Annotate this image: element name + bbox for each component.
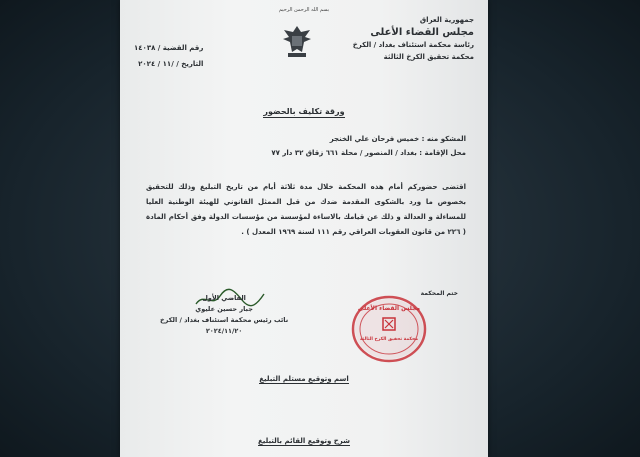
judge-name: جبار حسين عليوي [195, 305, 253, 313]
stamp-outer-text: مجلس القضاء الأعلى [357, 305, 421, 312]
recipient-line: اسم وتوقيع مستلم التبليغ [259, 375, 349, 383]
basmala: بسم الله الرحمن الرحيم [278, 7, 330, 13]
court-stamp-icon [350, 294, 428, 364]
issuer-header [353, 16, 474, 61]
document-page [120, 0, 488, 457]
party-fields [271, 132, 466, 160]
judge-title: نائب رئيس محكمة استئناف بغداد / الكرخ [160, 316, 289, 324]
stamp-label: ختم المحكمة [420, 290, 458, 297]
summons-body: اقتضى حضوركم أمام هذه المحكمة خلال مدة ثلاثة أيام من تاريخ التبليغ وذلك للتحقيق بخصوص ما ورد بالشكوى المقدمة ضدك من قبل الممثل القانوني للهيئة الوطنية العليا للمساءلة و العدالة و ذلك عن قيامك بالاساءة لمؤسسة من مؤسسات الدولة وفق أحكام المادة ( ٢٢٦ من قانون العقوبات العراقي رقم ١١١ لسنة ١٩٦٩ المعدل ) . [146, 183, 466, 236]
signature-date: ٢٠٢٤/١١/٢٠ [205, 327, 243, 335]
case-number: رقم القضية / ١٤٠٣٨ [134, 44, 204, 52]
presidency-name: رئاسة محكمة استئناف بغداد / الكرخ [352, 41, 474, 49]
stamp-inner-text: محكمة تحقيق الكرخ الثالثة [359, 337, 419, 342]
country-name: جمهورية العراق [419, 16, 474, 24]
issue-date: التاريخ / /١١ / ٢٠٢٤ [138, 60, 204, 68]
court-name: محكمة تحقيق الكرخ الثالثة [383, 53, 474, 61]
server-field [120, 437, 488, 445]
document-title [120, 107, 488, 116]
residence-line: محل الإقامة : بغداد / المنصور / محلة ٦٦١ زقاق ٣٢ دار ٧٧ [271, 149, 466, 157]
council-name: مجلس القضاء الأعلى [370, 27, 474, 38]
signature-block [160, 293, 288, 337]
server-line: شرح وتوقيع القائم بالتبليغ [257, 437, 351, 445]
complainant-line: المشكو منه : خميس فرحان علي الخنجر [329, 135, 466, 143]
judge-role: القاضي الأول [202, 294, 246, 302]
recipient-field [120, 375, 488, 383]
iraq-eagle-emblem-icon [280, 22, 314, 62]
case-info [134, 40, 203, 72]
document-title-text: ورقة تكليف بالحضور [263, 107, 345, 116]
